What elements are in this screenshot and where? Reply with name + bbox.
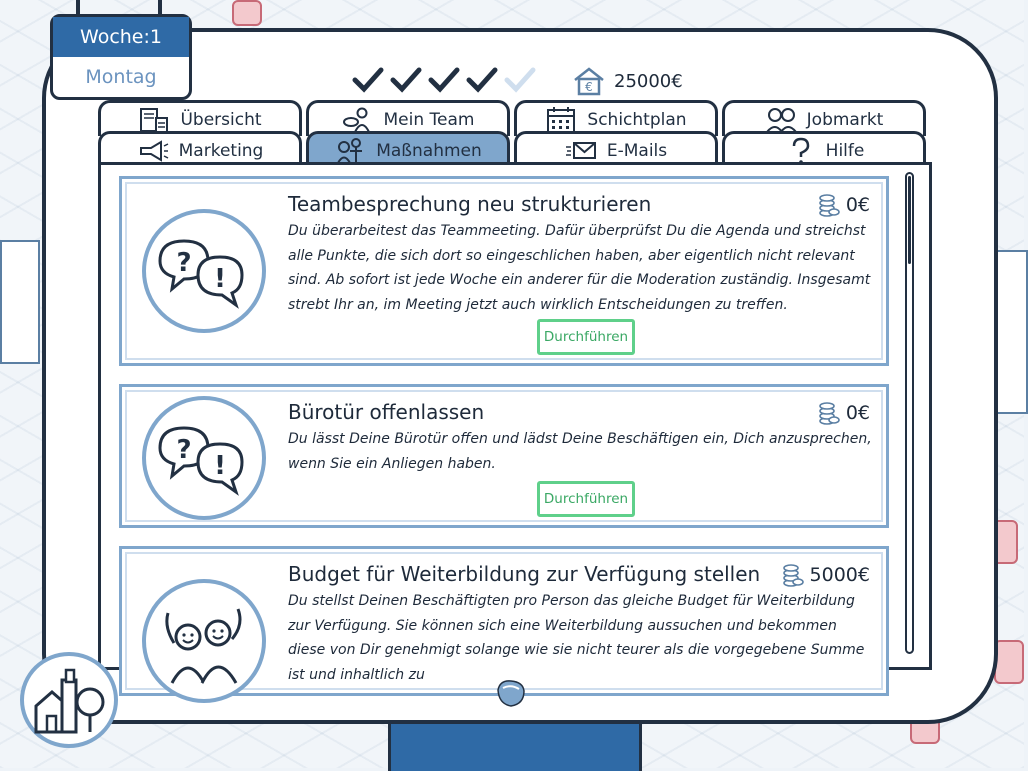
coins-icon: [782, 563, 804, 587]
megaphone-icon: [137, 137, 169, 165]
money-display: [572, 66, 683, 96]
measure-icon-circle: [142, 209, 266, 333]
checkmark-icon: [466, 66, 498, 94]
tab-label: Marketing: [178, 140, 264, 161]
question-mark-icon: [784, 137, 816, 165]
speech-bubbles-icon: [154, 414, 254, 504]
measure-description: Du stellst Deinen Beschäftigten pro Person das gleiche Budget für Weiterbildung zur Verfügung. Sie können sich eine Weiterbildung aussuchen und bekommen diese von Dir genehmigt solange wie sie nicht teurer als die vorgegebene Summe ist und inhaltlich zu: [288, 593, 865, 683]
measure-title: Bürotür offenlassen: [288, 400, 485, 424]
background-chair: [232, 0, 262, 26]
svg-text:!: !: [214, 451, 226, 481]
measure-cost-value: 0€: [845, 194, 870, 216]
measure-cost-value: 0€: [845, 402, 870, 424]
week-sign: [50, 14, 192, 100]
checkmark-icon: [428, 66, 460, 94]
measure-description: Du lässt Deine Bürotür offen und lädst Deine Beschäftigen ein, Dich anzusprechen, wenn Sie ein Anliegen haben.: [288, 431, 872, 472]
tab-label: Jobmarkt: [806, 109, 884, 130]
tab-label: Mein Team: [383, 109, 475, 130]
monitor-stand: [388, 716, 642, 771]
svg-text:?: ?: [176, 435, 192, 465]
week-label: Woche:1: [53, 17, 189, 57]
happy-people-icon: [154, 597, 254, 687]
measure-card: [119, 176, 889, 366]
measure-title: Teambesprechung neu strukturieren: [288, 192, 652, 216]
measure-icon-circle: [142, 396, 266, 520]
week-progress-checks: [352, 66, 536, 94]
speech-bubbles-icon: [154, 227, 254, 317]
tab-label: Schichtplan: [587, 109, 687, 130]
measure-cost: [818, 193, 870, 217]
durchfuehren-button[interactable]: Durchführen: [537, 319, 635, 355]
euro-house-icon: [572, 66, 606, 96]
measure-card: [119, 384, 889, 528]
envelope-icon: [565, 137, 597, 165]
team-people-icon: [342, 106, 374, 134]
svg-text:?: ?: [176, 248, 192, 278]
calendar-icon: [545, 106, 577, 134]
tab-label: Maßnahmen: [376, 140, 482, 161]
job-people-icon: [765, 106, 797, 134]
measure-card: [119, 546, 889, 696]
measure-cost: [818, 401, 870, 425]
tab-label: E-Mails: [606, 140, 668, 161]
measure-description: Du überarbeitest das Teammeeting. Dafür überprüfst Du die Agenda und streichst alle Punkte, die sich dort so eingeschlichen haben, aber eigentlich nicht relevant sind. Ab sofort ist jede Woche ein anderer für die Moderation zuständig. Insgesamt strebt Ihr an, im Meeting jetzt auch wirklich Entscheidungen zu treffen.: [288, 223, 871, 313]
measure-icon-circle: [142, 579, 266, 703]
checkmark-icon: [504, 66, 536, 94]
day-label: Montag: [85, 66, 157, 88]
scrollbar-thumb[interactable]: [908, 176, 911, 264]
background-chair: [994, 640, 1024, 684]
clipboard-calculator-icon: [138, 106, 170, 134]
svg-text:€: €: [585, 80, 593, 94]
tab-label: Übersicht: [180, 109, 262, 130]
measure-title: Budget für Weiterbildung zur Verfügung stellen: [288, 562, 761, 586]
list-scrollbar[interactable]: [905, 172, 914, 654]
money-value: 25000€: [614, 70, 683, 92]
power-logo-icon[interactable]: [494, 678, 528, 708]
checkmark-icon: [352, 66, 384, 94]
checkmark-icon: [390, 66, 422, 94]
coins-icon: [818, 401, 840, 425]
svg-text:!: !: [214, 264, 226, 294]
measures-list[interactable]: [103, 167, 903, 683]
measure-cost-value: 5000€: [809, 564, 870, 586]
tab-label: Hilfe: [825, 140, 865, 161]
city-home-button[interactable]: [20, 652, 118, 748]
durchfuehren-button[interactable]: Durchführen: [537, 481, 635, 517]
measure-cost: [782, 563, 870, 587]
coins-icon: [818, 193, 840, 217]
background-desk: [0, 240, 40, 364]
measures-people-icon: [334, 137, 366, 165]
city-house-tree-icon: [32, 666, 108, 736]
